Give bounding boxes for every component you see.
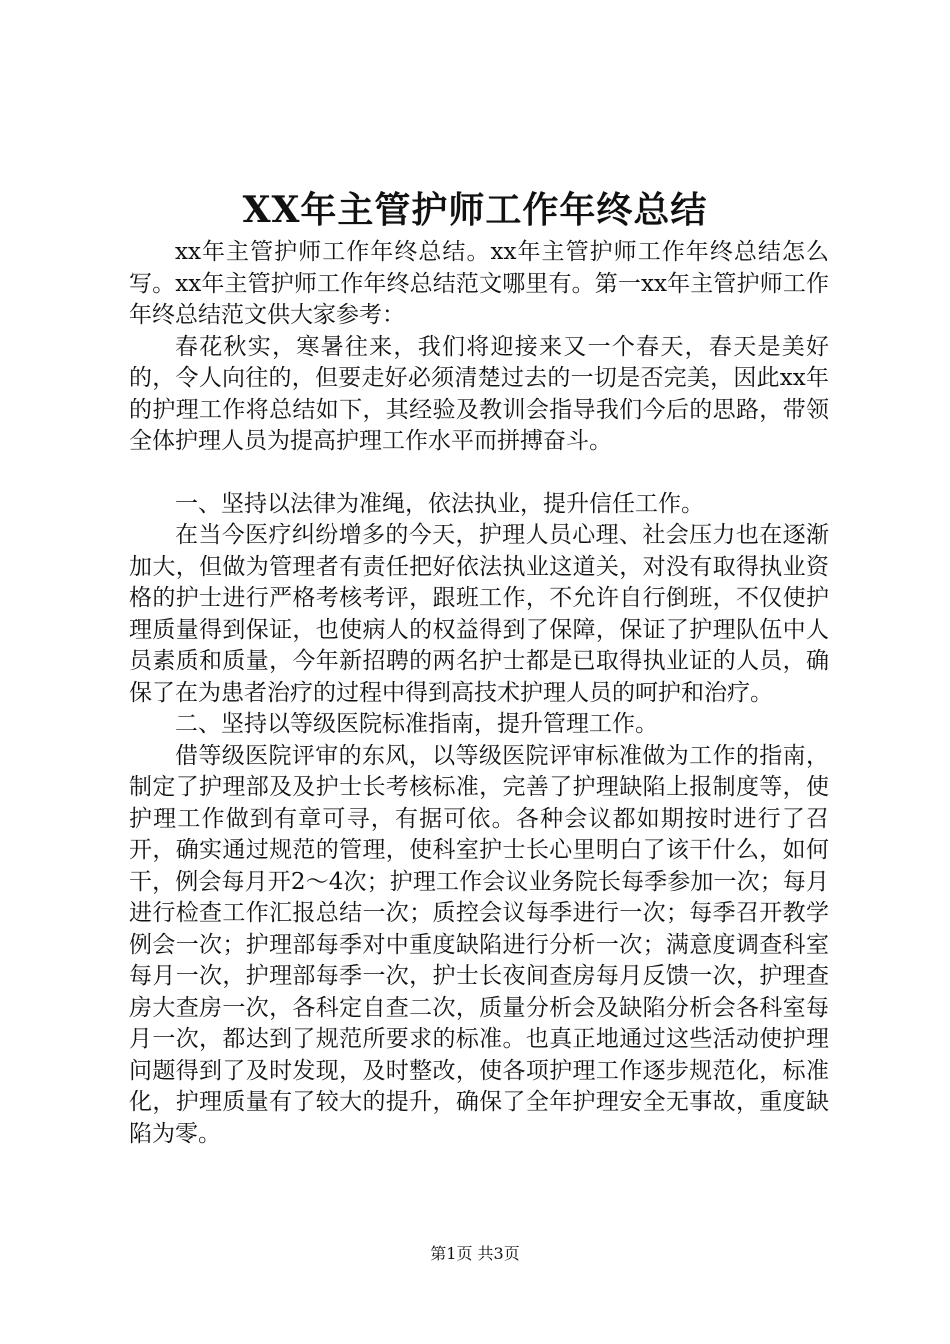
section-1-paragraph: 在当今医疗纠纷增多的今天，护理人员心理、社会压力也在逐渐加大，但做为管理者有责任把好依法执业这道关，对没有取得执业资格的护士进行严格考核考评，跟班工作，不允许自行倒班，不仅使护理质量得到保证，也使病人的权益得到了保障，保证了护理队伍中人员素质和质量，今年新招聘的两名护士都是已取得执业证的人员，确保了在为患者治疗的过程中得到高技术护理人员的呵护和治疗。 [129,522,829,706]
document-body [129,237,829,1150]
section-2-paragraph: 借等级医院评审的东风，以等级医院评审标准做为工作的指南，制定了护理部及及护士长考核标准，完善了护理缺陷上报制度等，使护理工作做到有章可寻，有据可依。各种会议都如期按时进行了召开，确实通过规范的管理，使科室护士长心里明白了该干什么，如何干，例会每月开2～4次；护理工作会议业务院长每季参加一次；每月进行检查工作汇报总结一次；质控会议每季进行一次；每季召开教学例会一次；护理部每季对中重度缺陷进行分析一次；满意度调查科室每月一次，护理部每季一次，护士长夜间查房每月反馈一次，护理查房大查房一次，各科定自查二次，质量分析会及缺陷分析会各科室每月一次，都达到了规范所要求的标准。也真正地通过这些活动使护理问题得到了及时发现，及时整改，使各项护理工作逐步规范化，标准化，护理质量有了较大的提升，确保了全年护理安全无事故，重度缺陷为零。 [129,742,829,1147]
opening-paragraph: 春花秋实，寒暑往来，我们将迎接来又一个春天，春天是美好的，令人向往的，但要走好必须清楚过去的一切是否完美，因此xx年的护理工作将总结如下，其经验及教训会指导我们今后的思路，带领全体护理人员为提高护理工作水平而拼搏奋斗。 [129,333,829,454]
section-heading-2: 二、坚持以等级医院标准指南，提升管理工作。 [175,711,658,737]
section-heading-1: 一、坚持以法律为准绳，依法执业，提升信任工作。 [175,490,704,517]
page-footer: 第1页 共3页 [430,1244,520,1263]
intro-paragraph: xx年主管护师工作年终总结。xx年主管护师工作年终总结怎么写。xx年主管护师工作年终总结范文哪里有。第一xx年主管护师工作年终总结范文供大家参考： [129,239,829,328]
document-title: XX年主管护师工作年终总结 [242,189,708,231]
